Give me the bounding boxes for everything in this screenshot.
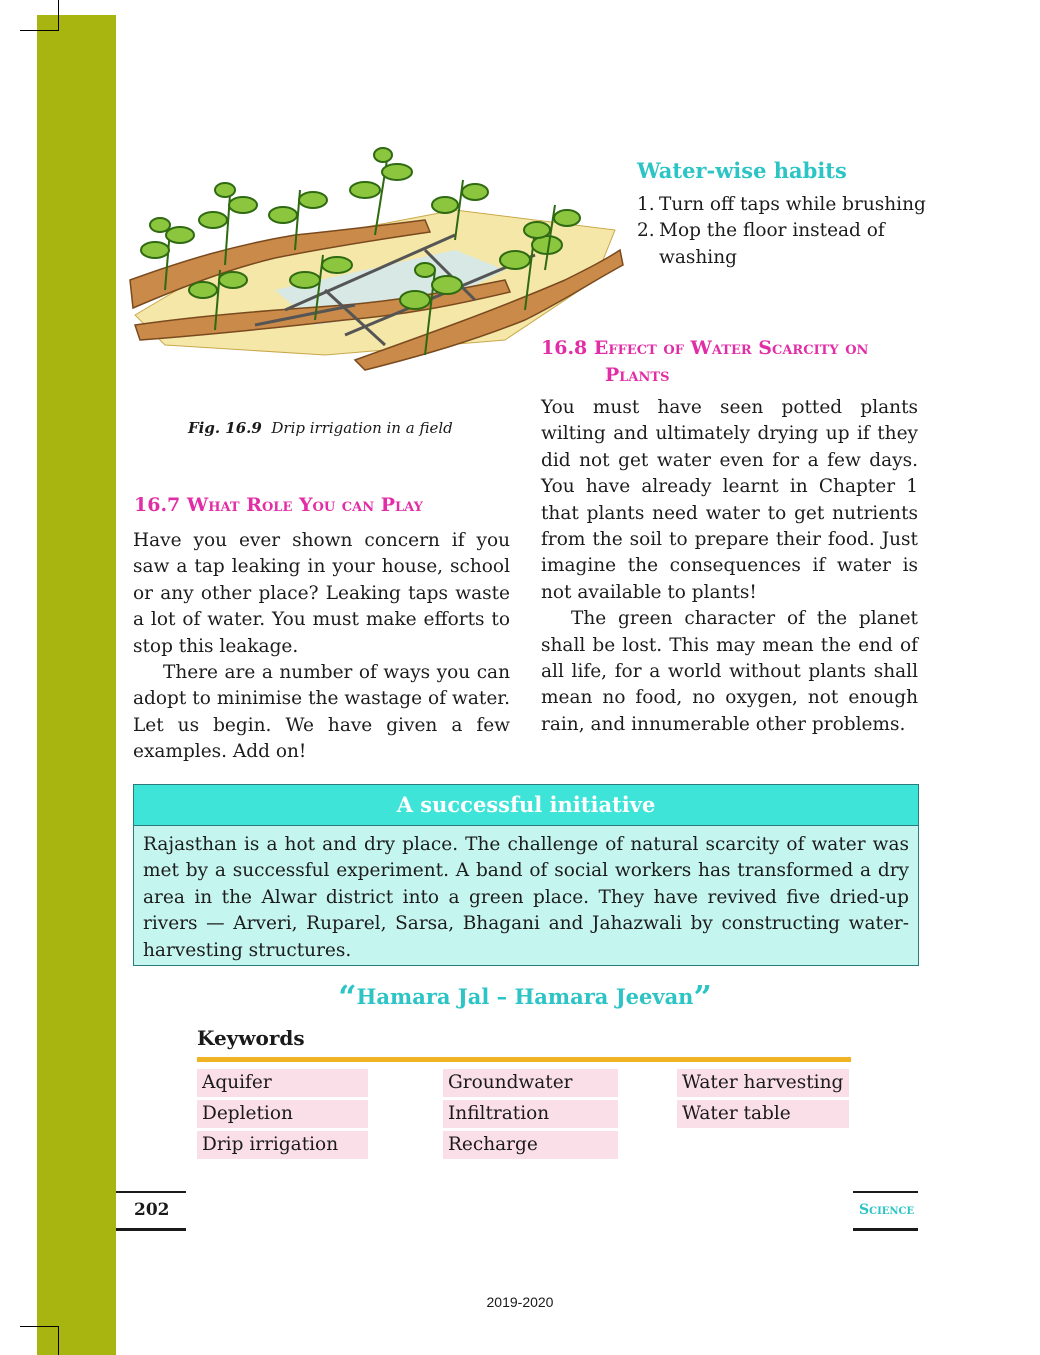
habit-item xyxy=(637,218,927,271)
close-quote-mark: ” xyxy=(693,978,712,1016)
footer-rule xyxy=(853,1228,918,1231)
paragraph: You must have seen potted plants wilting and ultimately drying up if they did not get water even for a few days. You have already learnt in Chapter 1 that plants need water to get nutrients from the soil to prepare their food. Just imagine the consequences if water is not available to plants! xyxy=(541,397,918,603)
keyword-item: Depletion xyxy=(197,1100,368,1128)
page-number: 202 xyxy=(134,1200,170,1220)
keyword-item: Drip irrigation xyxy=(197,1131,368,1159)
keyword-item: Groundwater xyxy=(443,1069,618,1097)
crop-mark-bottom-horizontal xyxy=(20,1326,59,1327)
paragraph: Have you ever shown concern if you saw a tap leaking in your house, school or any other place? Leaking taps waste a lot of water. You must make efforts to stop this leakage. xyxy=(133,530,510,657)
keyword-item: Water harvesting xyxy=(677,1069,849,1097)
section-16-8-title-line2: Plants xyxy=(605,364,670,386)
figure-caption-text: Drip irrigation in a field xyxy=(271,419,453,437)
footer-rule xyxy=(853,1191,918,1193)
footer-rule xyxy=(116,1228,186,1231)
section-16-7-heading xyxy=(134,494,423,516)
keywords-rule xyxy=(197,1057,851,1062)
crop-mark-top-vertical xyxy=(58,0,59,31)
habit-number: 1. xyxy=(637,194,655,215)
paragraph: The green character of the planet shall be lost. This may mean the end of all life, for a world without plants shall mean no food, no oxygen, not enough rain, and innumerable other problems. xyxy=(541,608,918,735)
habit-item xyxy=(637,192,927,218)
slogan-text: Hamara Jal – Hamara Jeevan xyxy=(356,984,694,1009)
slogan xyxy=(133,978,917,1016)
habits-list xyxy=(637,192,927,271)
keyword-item: Recharge xyxy=(443,1131,618,1159)
running-head: Science xyxy=(859,1202,915,1218)
open-quote-mark: “ xyxy=(338,978,357,1016)
crop-mark-bottom-vertical xyxy=(58,1326,59,1355)
figure-label: Fig. 16.9 xyxy=(188,419,262,437)
edition-year: 2019-2020 xyxy=(486,1294,554,1310)
side-color-bar xyxy=(37,15,116,1355)
section-16-7-body xyxy=(133,528,510,766)
initiative-box-body: Rajasthan is a hot and dry place. The challenge of natural scarcity of water was met by a successful experiment. A band of social workers has transformed a dry area in the Alwar district into a green place. They have revived five dried-up rivers — Arveri, Ruparel, Sarsa, Bhagani and Jahazwali by constructing water-harvesting structures. xyxy=(143,834,909,961)
initiative-box xyxy=(133,784,919,966)
habit-number: 2. xyxy=(637,220,655,242)
section-16-8-number: 16.8 xyxy=(541,337,588,359)
section-16-7-title: What Role You can Play xyxy=(186,494,423,516)
footer-rule xyxy=(116,1191,186,1193)
keywords-title: Keywords xyxy=(197,1026,305,1050)
crop-mark-top-horizontal xyxy=(20,30,59,31)
section-16-8-body xyxy=(541,395,918,738)
initiative-box-title: A successful initiative xyxy=(134,785,918,826)
figure-caption xyxy=(188,419,453,437)
keyword-item: Infiltration xyxy=(443,1100,618,1128)
keyword-item: Water table xyxy=(677,1100,849,1128)
habits-title: Water-wise habits xyxy=(637,158,847,183)
section-16-7-number: 16.7 xyxy=(134,494,181,516)
keyword-item: Aquifer xyxy=(197,1069,368,1097)
habit-text: Mop the floor instead of washing xyxy=(659,220,885,268)
section-16-8-title-line1: Effect of Water Scarcity on xyxy=(593,337,869,359)
section-16-8-heading xyxy=(541,335,921,389)
habit-text: Turn off taps while brushing xyxy=(659,194,926,215)
paragraph: There are a number of ways you can adopt to minimise the wastage of water. Let us begin. We have given a few examples. Add on! xyxy=(133,662,510,763)
